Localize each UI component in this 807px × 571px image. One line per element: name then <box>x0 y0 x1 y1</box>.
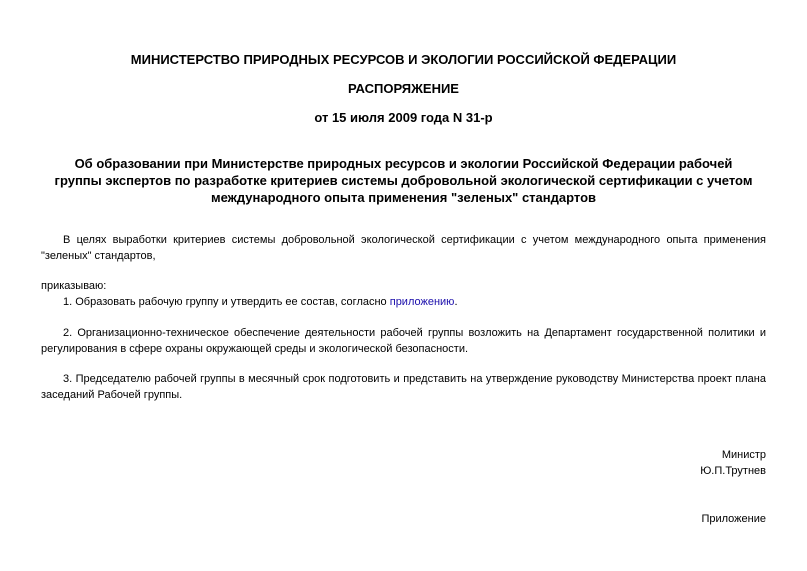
item-1-end: . <box>454 296 458 308</box>
appendix-link[interactable]: приложению <box>389 296 455 308</box>
item-3-line: 3. Председателю рабочей группы в месячный срок подготовить и представить на утверждение руководству Министерства проект плана <box>63 373 766 385</box>
item-3 <box>41 371 766 403</box>
date-number: от 15 июля 2009 года N 31-р <box>314 110 493 125</box>
signature-position: Министр <box>721 449 766 461</box>
preamble-line: В целях выработки критериев системы добровольной экологической сертификации с учетом международного опыта применения <box>63 234 766 246</box>
item-3-line: заседаний Рабочей группы. <box>41 389 183 401</box>
document-type: РАСПОРЯЖЕНИЕ <box>348 81 459 96</box>
preamble-paragraph <box>41 232 766 264</box>
item-1 <box>41 294 766 310</box>
preamble-line: "зеленых" стандартов, <box>41 250 156 262</box>
ministry-heading: МИНИСТЕРСТВО ПРИРОДНЫХ РЕСУРСОВ И ЭКОЛОГИИ РОССИЙСКОЙ ФЕДЕРАЦИИ <box>130 52 677 67</box>
title-line: международного опыта применения "зеленых" стандартов <box>210 190 597 205</box>
item-2-line: регулирования в сфере охраны окружающей среды и экологической безопасности. <box>41 343 469 355</box>
order-word-text: приказываю: <box>41 280 107 292</box>
item-1-line <box>41 294 766 310</box>
item-1-text: 1. Образовать рабочую группу и утвердить ее состав, согласно <box>63 296 390 308</box>
title-line: Об образовании при Министерстве природных ресурсов и экологии Российской Федерации рабочей <box>74 156 733 171</box>
document-title <box>40 155 767 206</box>
item-2 <box>41 325 766 357</box>
title-line: группы экспертов по разработке критериев системы добровольной экологической сертификации с учетом <box>54 173 753 188</box>
appendix-label: Приложение <box>701 513 766 525</box>
signature-name: Ю.П.Трутнев <box>700 465 766 477</box>
order-word <box>41 278 766 294</box>
item-2-line: 2. Организационно-техническое обеспечение деятельности рабочей группы возложить на Департамент государственной политики и <box>63 327 766 339</box>
